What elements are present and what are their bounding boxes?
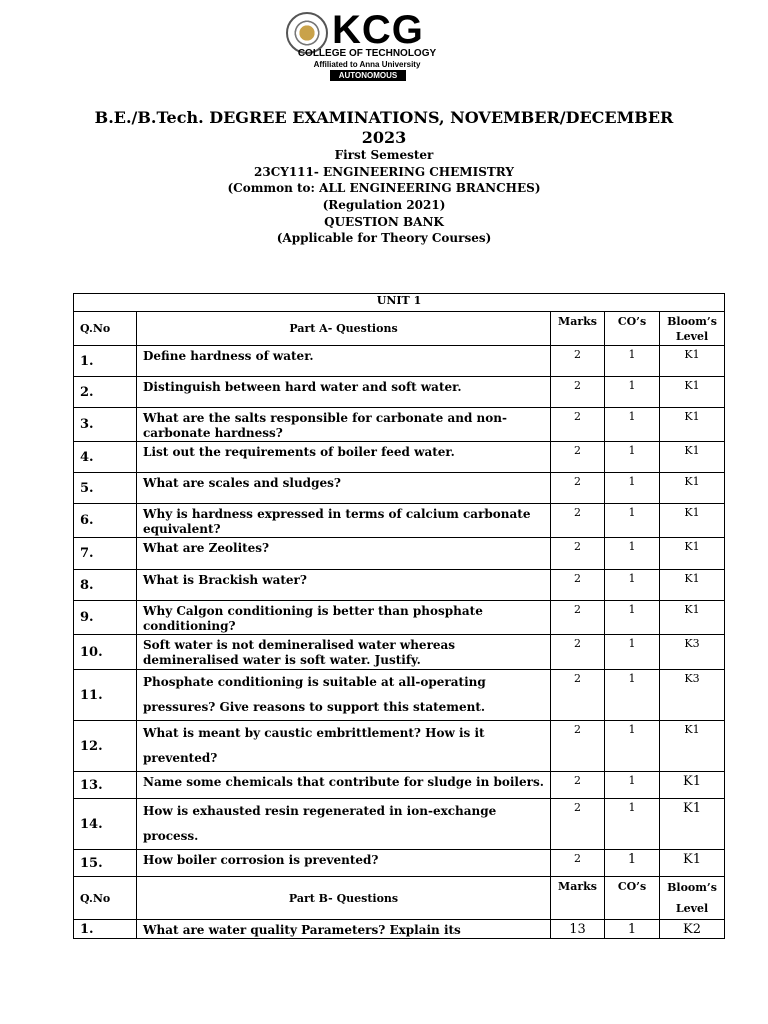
logo-brand: KCG bbox=[332, 8, 424, 52]
table-row bbox=[74, 920, 725, 939]
cos-header: CO’s bbox=[605, 312, 660, 346]
bloom-level: K1 bbox=[660, 601, 725, 635]
question-text: What are the salts responsible for carbonate and non-carbonate hardness? bbox=[137, 408, 551, 442]
bloom-level: K1 bbox=[660, 799, 725, 850]
semester: First Semester bbox=[334, 148, 434, 162]
applicability: (Applicable for Theory Courses) bbox=[276, 231, 492, 245]
question-text: What are Zeolites? bbox=[137, 538, 551, 570]
table-row bbox=[74, 850, 725, 877]
marks-value: 2 bbox=[551, 670, 605, 721]
bloom-level: K3 bbox=[660, 670, 725, 721]
question-text: What are scales and sludges? bbox=[137, 473, 551, 504]
marks-header: Marks bbox=[551, 877, 605, 920]
bloom-level: K2 bbox=[660, 920, 725, 939]
co-value: 1 bbox=[605, 570, 660, 601]
question-number: 1. bbox=[74, 920, 137, 939]
marks-value: 2 bbox=[551, 799, 605, 850]
unit-row bbox=[74, 294, 725, 312]
marks-value: 2 bbox=[551, 635, 605, 670]
question-number: 9. bbox=[74, 601, 137, 635]
marks-value: 2 bbox=[551, 504, 605, 538]
co-value: 1 bbox=[605, 442, 660, 473]
course-title: 23CY111- ENGINEERING CHEMISTRY bbox=[254, 165, 514, 179]
table-row bbox=[74, 601, 725, 635]
bloom-level: K1 bbox=[660, 850, 725, 877]
marks-value: 13 bbox=[551, 920, 605, 939]
question-number: 2. bbox=[74, 377, 137, 408]
co-value: 1 bbox=[605, 601, 660, 635]
marks-value: 2 bbox=[551, 570, 605, 601]
table-row bbox=[74, 670, 725, 721]
question-text: Name some chemicals that contribute for sludge in boilers. bbox=[137, 772, 551, 799]
logo-college-name: COLLEGE OF TECHNOLOGY bbox=[297, 48, 437, 59]
bloom-level: K1 bbox=[660, 504, 725, 538]
cos-header: CO’s bbox=[605, 877, 660, 920]
bloom-level: K1 bbox=[660, 408, 725, 442]
co-value: 1 bbox=[605, 670, 660, 721]
co-value: 1 bbox=[605, 346, 660, 377]
document-type: QUESTION BANK bbox=[324, 215, 444, 229]
blooms-header-line1: Bloom’s bbox=[667, 881, 717, 894]
marks-value: 2 bbox=[551, 721, 605, 772]
question-number: 6. bbox=[74, 504, 137, 538]
table-row bbox=[74, 473, 725, 504]
co-value: 1 bbox=[605, 377, 660, 408]
co-value: 1 bbox=[605, 473, 660, 504]
marks-value: 2 bbox=[551, 772, 605, 799]
co-value: 1 bbox=[605, 920, 660, 939]
table-row bbox=[74, 442, 725, 473]
co-value: 1 bbox=[605, 799, 660, 850]
table-row bbox=[74, 772, 725, 799]
question-number: 1. bbox=[74, 346, 137, 377]
question-text: How boiler corrosion is prevented? bbox=[137, 850, 551, 877]
bloom-level: K1 bbox=[660, 721, 725, 772]
question-text: Soft water is not demineralised water whereas demineralised water is soft water. Justify. bbox=[137, 635, 551, 670]
co-value: 1 bbox=[605, 721, 660, 772]
question-number: 12. bbox=[74, 721, 137, 772]
blooms-header-line1: Bloom’s bbox=[667, 315, 717, 328]
bloom-level: K1 bbox=[660, 346, 725, 377]
blooms-header bbox=[660, 877, 725, 920]
qno-header: Q.No bbox=[74, 312, 137, 346]
marks-value: 2 bbox=[551, 377, 605, 408]
blooms-header-line2: Level bbox=[675, 902, 709, 915]
logo-autonomous-badge: AUTONOMOUS bbox=[330, 70, 406, 81]
question-number: 11. bbox=[74, 670, 137, 721]
bloom-level: K1 bbox=[660, 538, 725, 570]
question-text: How is exhausted resin regenerated in ion-exchange process. bbox=[137, 799, 551, 850]
table-row bbox=[74, 538, 725, 570]
bloom-level: K1 bbox=[660, 772, 725, 799]
co-value: 1 bbox=[605, 504, 660, 538]
unit-title: UNIT 1 bbox=[74, 294, 725, 312]
table-row bbox=[74, 346, 725, 377]
question-number: 3. bbox=[74, 408, 137, 442]
question-number: 13. bbox=[74, 772, 137, 799]
marks-value: 2 bbox=[551, 850, 605, 877]
marks-value: 2 bbox=[551, 442, 605, 473]
part-b-header: Part B- Questions bbox=[137, 877, 551, 920]
marks-value: 2 bbox=[551, 601, 605, 635]
marks-header: Marks bbox=[551, 312, 605, 346]
common-to: (Common to: ALL ENGINEERING BRANCHES) bbox=[227, 181, 541, 195]
co-value: 1 bbox=[605, 408, 660, 442]
table-row bbox=[74, 721, 725, 772]
question-number: 10. bbox=[74, 635, 137, 670]
bloom-level: K1 bbox=[660, 473, 725, 504]
exam-year: 2023 bbox=[361, 128, 407, 147]
co-value: 1 bbox=[605, 635, 660, 670]
question-number: 4. bbox=[74, 442, 137, 473]
question-text: Why Calgon conditioning is better than phosphate conditioning? bbox=[137, 601, 551, 635]
co-value: 1 bbox=[605, 772, 660, 799]
question-number: 7. bbox=[74, 538, 137, 570]
question-number: 5. bbox=[74, 473, 137, 504]
exam-title: B.E./B.Tech. DEGREE EXAMINATIONS, NOVEMBER/DECEMBER bbox=[94, 108, 674, 127]
question-table bbox=[73, 293, 725, 939]
blooms-header bbox=[660, 312, 725, 346]
co-value: 1 bbox=[605, 850, 660, 877]
table-row bbox=[74, 570, 725, 601]
logo-affiliation: Affiliated to Anna University bbox=[313, 60, 421, 69]
bloom-level: K1 bbox=[660, 377, 725, 408]
marks-value: 2 bbox=[551, 408, 605, 442]
question-number: 14. bbox=[74, 799, 137, 850]
question-text: Define hardness of water. bbox=[137, 346, 551, 377]
question-number: 8. bbox=[74, 570, 137, 601]
marks-value: 2 bbox=[551, 538, 605, 570]
table-row bbox=[74, 799, 725, 850]
table-row bbox=[74, 504, 725, 538]
question-text: Distinguish between hard water and soft water. bbox=[137, 377, 551, 408]
marks-value: 2 bbox=[551, 473, 605, 504]
question-text: Why is hardness expressed in terms of calcium carbonate equivalent? bbox=[137, 504, 551, 538]
bloom-level: K1 bbox=[660, 442, 725, 473]
marks-value: 2 bbox=[551, 346, 605, 377]
question-text: What is meant by caustic embrittlement? How is it prevented? bbox=[137, 721, 551, 772]
table-row bbox=[74, 408, 725, 442]
bloom-level: K1 bbox=[660, 570, 725, 601]
qno-header: Q.No bbox=[74, 877, 137, 920]
bloom-level: K3 bbox=[660, 635, 725, 670]
question-text: What are water quality Parameters? Explain its bbox=[137, 920, 551, 939]
part-a-header: Part A- Questions bbox=[137, 312, 551, 346]
co-value: 1 bbox=[605, 538, 660, 570]
college-logo bbox=[286, 8, 446, 84]
question-text: Phosphate conditioning is suitable at all-operating pressures? Give reasons to support this statement. bbox=[137, 670, 551, 721]
part-a-header-row bbox=[74, 312, 725, 346]
question-text: What is Brackish water? bbox=[137, 570, 551, 601]
part-b-header-row bbox=[74, 877, 725, 920]
question-text: List out the requirements of boiler feed water. bbox=[137, 442, 551, 473]
regulation: (Regulation 2021) bbox=[322, 198, 446, 212]
blooms-header-line2: Level bbox=[675, 330, 709, 343]
table-row bbox=[74, 635, 725, 670]
question-number: 15. bbox=[74, 850, 137, 877]
table-row bbox=[74, 377, 725, 408]
